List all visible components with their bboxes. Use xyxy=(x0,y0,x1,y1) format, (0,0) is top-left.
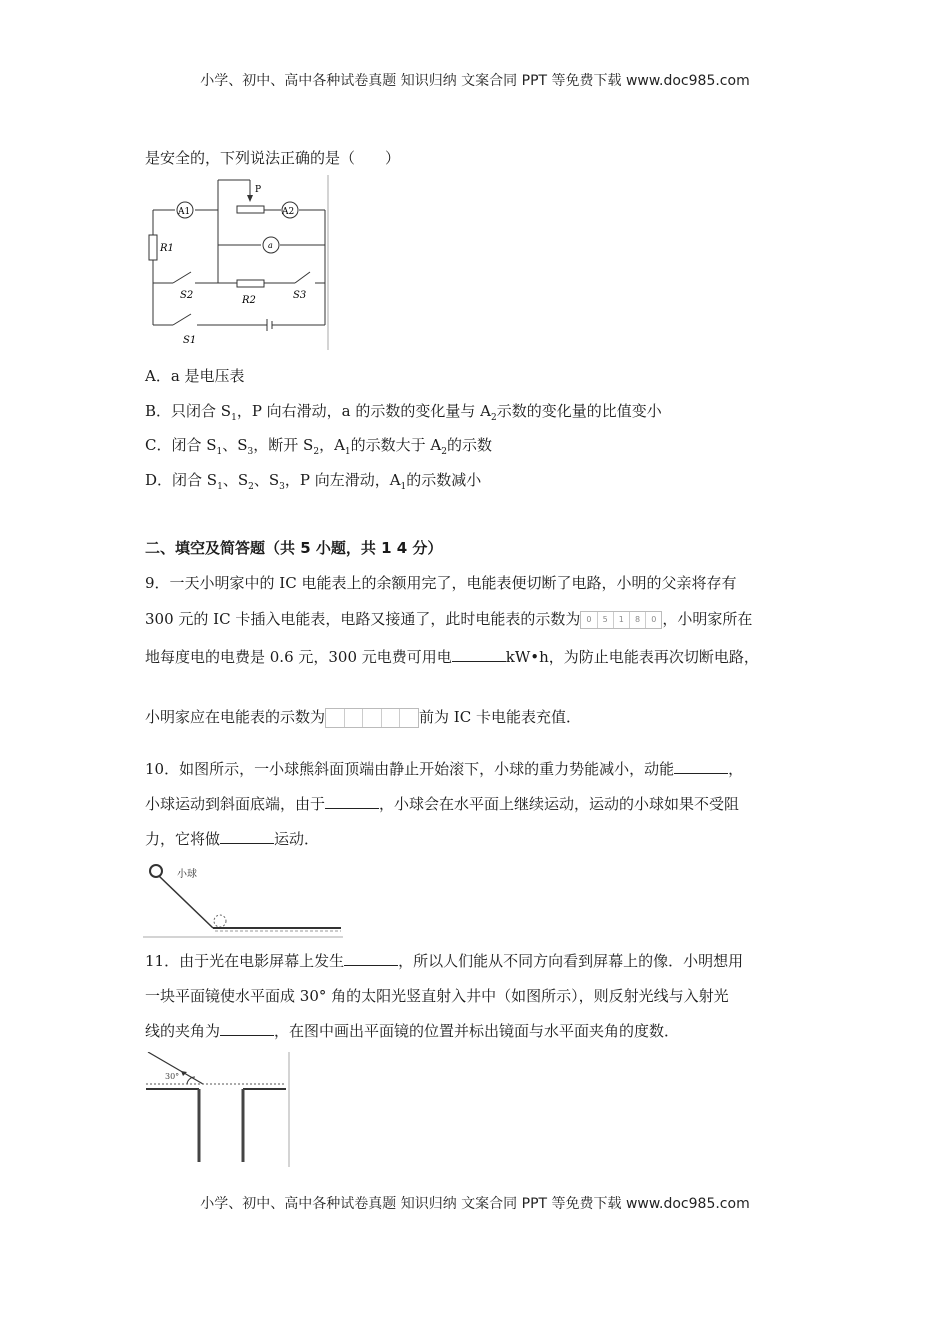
q8-stem: 是安全的，下列说法正确的是（ ） xyxy=(145,149,401,167)
answer-blank[interactable] xyxy=(220,1021,274,1036)
svg-text:a: a xyxy=(268,241,273,250)
circuit-diagram xyxy=(145,175,335,350)
page-header: 小学、初中、高中各种试卷真题 知识归纳 文案合同 PPT 等免费下载 www.doc985.com xyxy=(200,73,750,89)
q9-line4: 小明家应在电能表的示数为 前为 IC 卡电能表充值． xyxy=(145,708,581,726)
answer-blank[interactable] xyxy=(220,829,274,844)
answer-blank[interactable] xyxy=(674,759,728,774)
svg-text:S3: S3 xyxy=(293,290,307,301)
option-a: A．a 是电压表 xyxy=(145,367,245,385)
svg-text:S2: S2 xyxy=(180,290,194,301)
svg-text:R1: R1 xyxy=(160,243,174,254)
svg-text:R2: R2 xyxy=(242,295,256,306)
option-b: B．只闭合 $S_1$，P 向右滑动，a 的示数的变化量与 $A_2$示数的变化量的比值变小 xyxy=(145,402,662,423)
q10-line3: 力，它将做 运动． xyxy=(145,830,320,848)
svg-text:小球: 小球 xyxy=(177,869,197,880)
incline-ball-diagram xyxy=(143,858,343,938)
well-mirror-diagram xyxy=(143,1052,293,1167)
q9-line3: 地每度电的电费是 0.6 元，300 元电费可用电 kW•h，为防止电能表再次切断电路， xyxy=(145,648,759,666)
svg-text:A1: A1 xyxy=(178,207,191,217)
page-footer: 小学、初中、高中各种试卷真题 知识归纳 文案合同 PPT 等免费下载 www.doc985.com xyxy=(200,1196,750,1212)
svg-text:P: P xyxy=(255,185,262,195)
svg-text:A2: A2 xyxy=(282,207,295,217)
answer-blank[interactable] xyxy=(325,794,379,809)
q9-line2: 300 元的 IC 卡插入电能表，电路又接通了，此时电能表的示数为 0 5 1 8 0 ，小明家所在 xyxy=(145,610,753,628)
q10-line2: 小球运动到斜面底端，由于 ，小球会在水平面上继续运动，运动的小球如果不受阻 xyxy=(145,795,740,813)
section-title: 二、填空及简答题（共 5 小题，共 1 4 分） xyxy=(145,539,443,557)
svg-text:S1: S1 xyxy=(183,335,197,346)
answer-blank[interactable] xyxy=(344,951,398,966)
q9-line1: 9．一天小明家中的 IC 电能表上的余额用完了，电能表便切断了电路，小明的父亲将存有 xyxy=(145,574,737,592)
q10-line1: 10．如图所示，一小球熊斜面顶端由静止开始滚下，小球的重力势能减小，动能 ， xyxy=(145,760,744,778)
q11-line1: 11．由于光在电影屏幕上发生 ，所以人们能从不同方向看到屏幕上的像．小明想用 xyxy=(145,952,744,970)
empty-meter-box[interactable] xyxy=(325,708,419,728)
q11-line2: 一块平面镜使水平面成 30° 角的太阳光竖直射入井中（如图所示），则反射光线与入射光 xyxy=(145,987,729,1005)
answer-blank[interactable] xyxy=(452,647,506,662)
option-c: C．闭合 $S_1$、$S_3$，断开 $S_2$，$A_1$的示数大于 $A_2$的示数 xyxy=(145,436,492,457)
svg-text:30°: 30° xyxy=(165,1072,180,1081)
meter-reading: 0 5 1 8 0 xyxy=(580,611,662,629)
option-d: D．闭合 $S_1$、$S_2$、$S_3$，P 向左滑动，$A_1$的示数减小 xyxy=(145,471,482,492)
q11-line3: 线的夹角为 ，在图中画出平面镜的位置并标出镜面与水平面夹角的度数． xyxy=(145,1022,680,1040)
